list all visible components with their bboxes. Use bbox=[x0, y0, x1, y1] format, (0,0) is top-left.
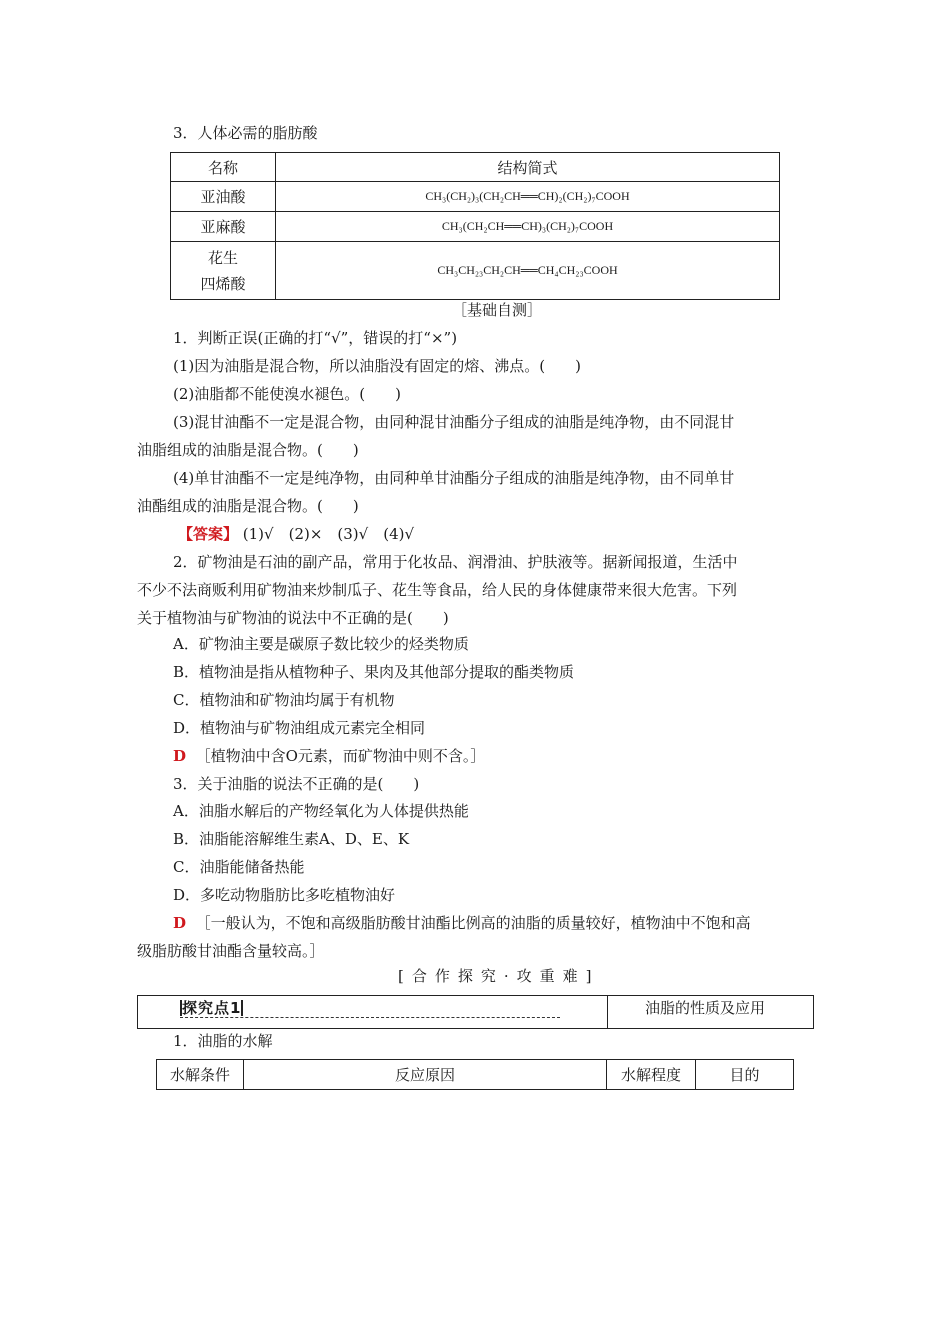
question-1-stem: 1．判断正误(正确的打“√”，错误的打“×”) bbox=[173, 329, 458, 347]
dashed-rule bbox=[180, 1017, 560, 1018]
table-header-reason: 反应原因 bbox=[244, 1060, 607, 1090]
question-1-item-continued: 油脂组成的油脂是混合物。( ) bbox=[137, 441, 359, 459]
question-3-answer bbox=[173, 913, 751, 933]
probe-label-text: 探究点1 bbox=[182, 999, 242, 1017]
question-3-option: C．油脂能储备热能 bbox=[173, 858, 305, 876]
hydrolysis-heading: 1．油脂的水解 bbox=[173, 1032, 273, 1050]
table-header-purpose: 目的 bbox=[696, 1060, 794, 1090]
acid-name: 亚油酸 bbox=[171, 182, 276, 212]
question-2-option: C．植物油和矿物油均属于有机物 bbox=[173, 691, 395, 709]
question-1-answer bbox=[178, 524, 414, 544]
question-3-option: A．油脂水解后的产物经氧化为人体提供热能 bbox=[173, 802, 469, 820]
probe-divider bbox=[607, 995, 608, 1029]
acid-formula: CH₃CH₂₃CH₂CH══CH₄CH₂₃COOH bbox=[276, 242, 780, 300]
question-1-item: (2)油脂都不能使溴水褪色。( ) bbox=[173, 385, 401, 403]
question-1-item: (4)单甘油酯不一定是纯净物，由同种单甘油酯分子组成的油脂是纯净物，由不同单甘 bbox=[173, 469, 735, 487]
question-1-item: (3)混甘油酯不一定是混合物，由同种混甘油酯分子组成的油脂是纯净物，由不同混甘 bbox=[173, 413, 735, 431]
answer-tag: 【答案】 bbox=[178, 525, 239, 543]
question-2-stem-continued: 关于植物油与矿物油的说法中不正确的是( ) bbox=[137, 609, 449, 627]
probe-label bbox=[180, 998, 243, 1018]
question-2-stem: 2．矿物油是石油的副产品，常用于化妆品、润滑油、护肤液等。据新闻报道，生活中 bbox=[173, 553, 738, 571]
question-3-stem: 3．关于油脂的说法不正确的是( ) bbox=[173, 775, 420, 793]
heading-essential-fatty-acids: 3．人体必需的脂肪酸 bbox=[173, 124, 318, 142]
bracket-mark bbox=[241, 1000, 243, 1016]
question-1-item-continued: 油酯组成的油脂是混合物。( ) bbox=[137, 497, 359, 515]
acid-name-line: 花生 bbox=[207, 248, 238, 267]
acid-formula: CH₃(CH₂)₃(CH₂CH══CH)₂(CH₂)₇COOH bbox=[276, 182, 780, 212]
table-header-formula: 结构简式 bbox=[276, 153, 780, 182]
question-1-item: (1)因为油脂是混合物，所以油脂没有固定的熔、沸点。( ) bbox=[173, 357, 581, 375]
table-header-degree: 水解程度 bbox=[607, 1060, 696, 1090]
table-row bbox=[171, 242, 780, 300]
fatty-acid-table bbox=[170, 152, 780, 300]
acid-name: 亚麻酸 bbox=[171, 212, 276, 242]
hydrolysis-table bbox=[156, 1059, 794, 1090]
answer-explanation-continued: 级脂肪酸甘油酯含量较高。］ bbox=[137, 942, 325, 960]
question-3-option: B．油脂能溶解维生素A、D、E、K bbox=[173, 830, 410, 848]
question-2-option: A．矿物油主要是碳原子数比较少的烃类物质 bbox=[173, 635, 469, 653]
table-header-name: 名称 bbox=[171, 153, 276, 182]
self-test-title: ［基础自测］ bbox=[452, 301, 543, 319]
question-2-option: B．植物油是指从植物种子、果肉及其他部分提取的酯类物质 bbox=[173, 663, 575, 681]
probe-topic: 油脂的性质及应用 bbox=[645, 999, 766, 1017]
question-2-answer bbox=[173, 746, 485, 766]
question-2-option: D．植物油与矿物油组成元素完全相同 bbox=[173, 719, 426, 737]
table-row bbox=[171, 182, 780, 212]
answer-text: (1)√ (2)× (3)√ (4)√ bbox=[238, 525, 415, 543]
answer-letter: D bbox=[173, 747, 187, 765]
acid-formula: CH₃(CH₂CH══CH)₃(CH₂)₇COOH bbox=[276, 212, 780, 242]
table-header-condition: 水解条件 bbox=[157, 1060, 244, 1090]
table-row bbox=[171, 212, 780, 242]
section-title: [合作探究·攻重难] bbox=[398, 967, 600, 985]
question-2-stem-continued: 不少不法商贩利用矿物油来炒制瓜子、花生等食品，给人民的身体健康带来很大危害。下列 bbox=[137, 581, 738, 599]
acid-name bbox=[171, 242, 276, 300]
answer-explanation: ［植物油中含O元素，而矿物油中则不含。］ bbox=[195, 747, 486, 765]
answer-explanation: ［一般认为，不饱和高级脂肪酸甘油酯比例高的油脂的质量较好，植物油中不饱和高 bbox=[195, 914, 751, 932]
acid-name-line: 四烯酸 bbox=[200, 274, 246, 293]
question-3-option: D．多吃动物脂肪比多吃植物油好 bbox=[173, 886, 396, 904]
answer-letter: D bbox=[173, 914, 187, 932]
